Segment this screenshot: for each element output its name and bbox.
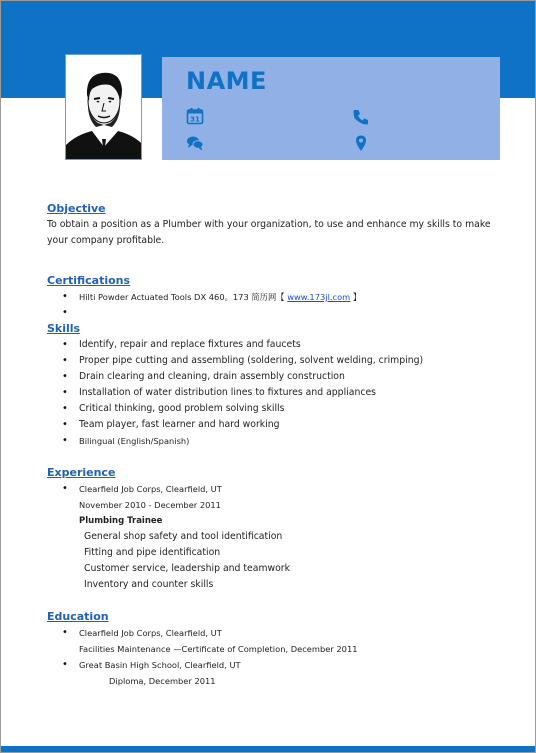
experience-duty: Fitting and pipe identification [84, 547, 221, 558]
experience-employer: • Clearfield Job Corps, Clearfield, UT [47, 481, 507, 497]
svg-text:31: 31 [190, 115, 200, 124]
footer-band [1, 746, 536, 752]
education-school: • Clearfield Job Corps, Clearfield, UT [47, 625, 507, 641]
experience-title: Plumbing Trainee [79, 516, 163, 526]
list-item [47, 305, 507, 321]
list-item: • Installation of water distribution lines to fixtures and appliances [47, 385, 507, 401]
portrait-illustration [66, 55, 142, 160]
education-list [47, 625, 507, 641]
education-detail: Diploma, December 2011 [109, 676, 216, 686]
name-panel [162, 57, 500, 160]
objective-heading: Objective [47, 202, 106, 215]
chat-icon [186, 134, 204, 152]
education-heading: Education [47, 610, 109, 623]
skills-list [47, 337, 507, 449]
certification-suffix: 】 [350, 292, 362, 302]
list-item: • Drain clearing and cleaning, drain assembly construction [47, 369, 507, 385]
list-item: • Team player, fast learner and hard working [47, 417, 507, 433]
experience-duty: General shop safety and tool identification [84, 531, 283, 542]
calendar-icon [186, 107, 204, 125]
location-pin-icon [352, 134, 370, 152]
profile-photo [65, 54, 142, 160]
experience-dates: November 2010 - December 2011 [79, 500, 221, 510]
certification-link[interactable]: www.173jl.com [287, 292, 351, 302]
list-item: • Identify, repair and replace fixtures and faucets [47, 337, 507, 353]
certifications-list [47, 289, 507, 321]
list-item: • Bilingual (English/Spanish) [47, 433, 507, 449]
experience-duty: Inventory and counter skills [84, 579, 214, 590]
list-item: • Proper pipe cutting and assembling (soldering, solvent welding, crimping) [47, 353, 507, 369]
resume-body [47, 201, 507, 689]
objective-text: To obtain a position as a Plumber with your organization, to use and enhance my skills to make your company profitable. [47, 219, 491, 246]
certifications-heading: Certifications [47, 274, 131, 287]
education-list-2 [47, 657, 507, 673]
education-detail: Facilities Maintenance —Certificate of Completion, December 2011 [79, 644, 358, 654]
candidate-name: NAME [186, 67, 267, 95]
experience-list [47, 481, 507, 497]
skills-heading: Skills [47, 322, 81, 335]
experience-duty: Customer service, leadership and teamwork [84, 563, 291, 574]
phone-icon [352, 108, 370, 126]
list-item: • Critical thinking, good problem solving skills [47, 401, 507, 417]
experience-heading: Experience [47, 466, 116, 479]
education-school: • Great Basin High School, Clearfield, UT [47, 657, 507, 673]
list-item [47, 289, 507, 305]
certification-text: Hilti Powder Actuated Tools DX 460。173 简历网【 [79, 292, 288, 302]
